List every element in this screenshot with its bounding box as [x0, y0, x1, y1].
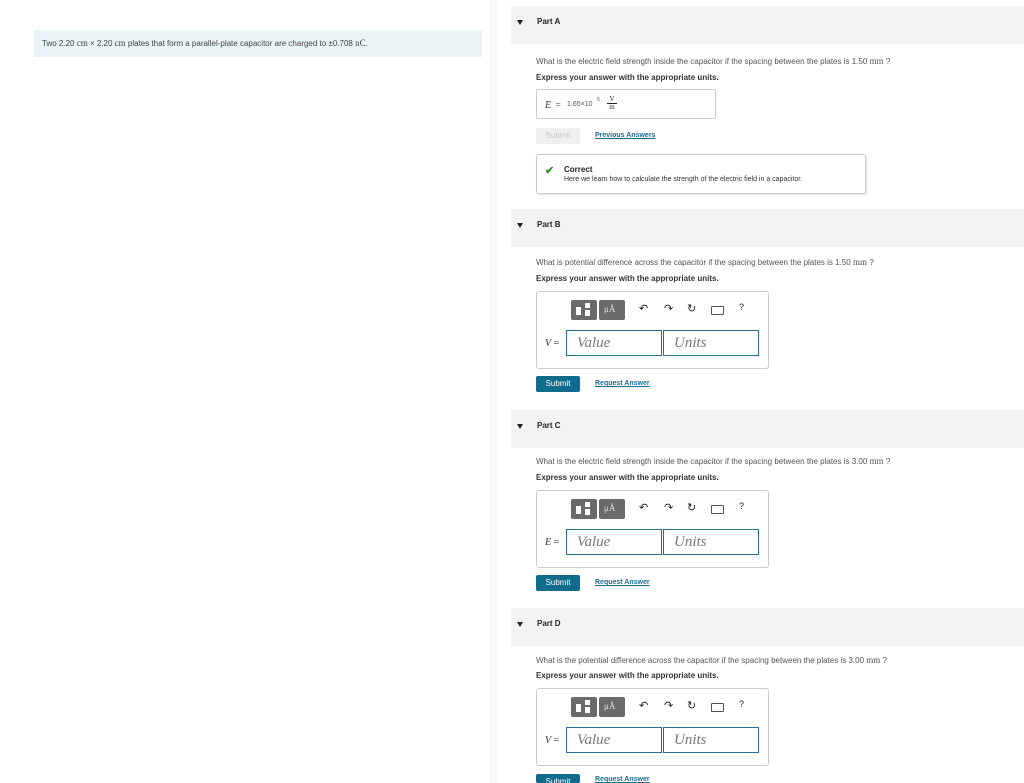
parts-pane	[497, 0, 1024, 783]
correct-feedback	[536, 154, 866, 194]
part-c-header[interactable]	[511, 410, 1024, 448]
variable-symbol: V	[545, 338, 552, 349]
dimension-value: 2.20	[96, 39, 113, 48]
problem-pane	[0, 0, 497, 783]
help-icon[interactable]: ?	[739, 699, 745, 709]
template-icon	[576, 704, 581, 712]
request-answer-link[interactable]: Request Answer	[595, 380, 650, 387]
part-a-instruction: Express your answer with the appropriate units.	[536, 73, 719, 82]
variable-symbol: V	[545, 735, 552, 746]
units-button[interactable]	[599, 300, 625, 320]
question-text: What is the electric field strength inside the capacitor if the spacing between the plates is 3.00	[536, 457, 868, 466]
unit-denominator: m	[607, 103, 617, 111]
part-b-header[interactable]	[511, 209, 1024, 247]
reset-icon[interactable]: ↻	[687, 303, 697, 315]
value-input[interactable]: Value	[566, 529, 662, 555]
variable-label	[545, 338, 559, 349]
redo-icon[interactable]: ↷	[664, 502, 674, 514]
part-d-instruction: Express your answer with the appropriate units.	[536, 671, 719, 680]
help-icon[interactable]: ?	[739, 501, 745, 511]
undo-icon[interactable]: ↶	[639, 303, 649, 315]
reset-icon[interactable]: ↻	[687, 502, 697, 514]
keyboard-icon[interactable]	[711, 505, 724, 514]
part-a-header[interactable]	[511, 6, 1024, 44]
equals-sign: =	[553, 735, 560, 746]
template-icon	[576, 506, 581, 514]
feedback-title: Correct	[564, 165, 593, 174]
part-title: Part D	[537, 619, 561, 628]
collapse-arrow-icon[interactable]	[517, 424, 523, 429]
part-c-submit-button[interactable]: Submit	[536, 575, 580, 591]
intro-text: plates that form a parallel-plate capacitor are charged to ±	[127, 39, 333, 48]
part-a-submit-button[interactable]: Submit	[536, 128, 580, 144]
variable-label	[545, 537, 559, 548]
question-unit: mm	[866, 655, 881, 665]
keyboard-icon[interactable]	[711, 306, 724, 315]
question-text: What is the electric field strength inside the capacitor if the spacing between the plates is 1.50	[536, 57, 868, 66]
feedback-text: Here we learn how to calculate the strength of the electric field in a capacitor.	[564, 176, 803, 183]
templates-button[interactable]	[571, 697, 597, 717]
question-unit: mm	[852, 257, 867, 267]
units-input[interactable]: Units	[663, 330, 759, 356]
keyboard-icon[interactable]	[711, 703, 724, 712]
question-unit: mm	[869, 56, 884, 66]
part-d-submit-button[interactable]: Submit	[536, 774, 580, 783]
part-d-question	[536, 655, 887, 665]
units-icon: μÅ	[604, 304, 616, 314]
value-input[interactable]: Value	[566, 727, 662, 753]
question-unit: mm	[869, 456, 884, 466]
units-icon: μÅ	[604, 701, 616, 711]
part-c-question	[536, 456, 890, 466]
template-icon	[576, 307, 581, 315]
undo-icon[interactable]: ↶	[639, 502, 649, 514]
part-b-instruction: Express your answer with the appropriate units.	[536, 274, 719, 283]
pane-divider	[489, 0, 497, 783]
redo-icon[interactable]: ↷	[664, 700, 674, 712]
units-input[interactable]: Units	[663, 529, 759, 555]
variable-label	[545, 735, 559, 746]
charge-value: 0.708	[332, 39, 353, 48]
part-b-input-panel	[536, 291, 769, 369]
collapse-arrow-icon[interactable]	[517, 223, 523, 228]
part-d-input-panel	[536, 688, 769, 766]
variable-symbol: E	[545, 537, 552, 548]
answer-exponent: 5	[597, 97, 600, 103]
unit-numerator: V	[609, 95, 615, 103]
part-a-answer-display	[536, 89, 716, 119]
question-text: What is the potential difference across the capacitor if the spacing between the plates is 3.00	[536, 656, 865, 665]
part-b-question	[536, 257, 874, 267]
part-title: Part C	[537, 421, 561, 430]
question-end: ?	[882, 656, 887, 665]
intro-text: Two 2.20	[42, 39, 75, 48]
collapse-arrow-icon[interactable]	[517, 622, 523, 627]
redo-icon[interactable]: ↷	[664, 303, 674, 315]
unit-cm: cm	[76, 38, 88, 48]
part-a-question	[536, 56, 890, 66]
value-input[interactable]: Value	[566, 330, 662, 356]
intro-end: .	[365, 39, 368, 48]
collapse-arrow-icon[interactable]	[517, 20, 523, 25]
units-icon: μÅ	[604, 503, 616, 513]
problem-statement	[34, 30, 482, 57]
answer-equals: =	[556, 100, 561, 109]
equals-sign: =	[553, 338, 560, 349]
templates-button[interactable]	[571, 300, 597, 320]
request-answer-link[interactable]: Request Answer	[595, 776, 650, 783]
answer-variable: E	[545, 100, 552, 111]
request-answer-link[interactable]: Request Answer	[595, 579, 650, 586]
help-icon[interactable]: ?	[739, 302, 745, 312]
part-c-input-panel	[536, 490, 769, 568]
templates-button[interactable]	[571, 499, 597, 519]
answer-value: 1.65×10	[567, 101, 593, 108]
part-c-instruction: Express your answer with the appropriate units.	[536, 473, 719, 482]
answer-unit	[607, 96, 617, 111]
units-button[interactable]	[599, 697, 625, 717]
question-text: What is potential difference across the capacitor if the spacing between the plates is 1.50	[536, 258, 851, 267]
units-input[interactable]: Units	[663, 727, 759, 753]
part-title: Part B	[537, 220, 561, 229]
units-button[interactable]	[599, 499, 625, 519]
question-end: ?	[885, 457, 891, 466]
undo-icon[interactable]: ↶	[639, 700, 649, 712]
question-end: ?	[885, 57, 891, 66]
times-symbol: ×	[89, 39, 95, 48]
question-end: ?	[869, 258, 874, 267]
part-d-header[interactable]	[511, 608, 1024, 646]
unit-cm: cm	[114, 38, 126, 48]
part-title: Part A	[537, 17, 561, 26]
part-b-submit-button[interactable]: Submit	[536, 376, 580, 392]
equals-sign: =	[553, 537, 560, 548]
unit-nc: nC	[355, 38, 366, 48]
previous-answers-link[interactable]: Previous Answers	[595, 132, 656, 139]
reset-icon[interactable]: ↻	[687, 700, 697, 712]
checkmark-icon: ✔	[545, 165, 555, 177]
